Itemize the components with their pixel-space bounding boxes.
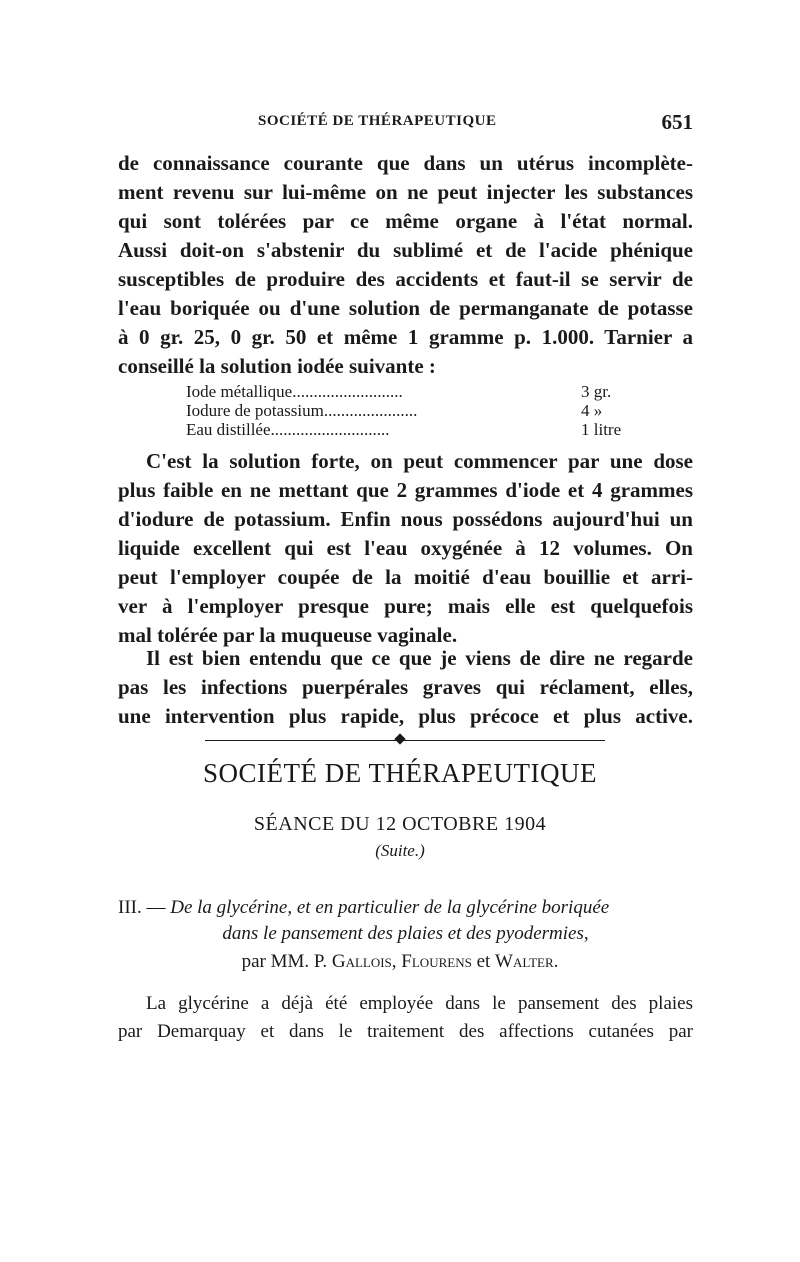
recipe-quantity: 3 gr. — [581, 382, 612, 401]
author-name: Flourens — [401, 951, 472, 972]
page-number: 651 — [661, 110, 693, 134]
session-heading: SÉANCE DU 12 OCTOBRE 1904 — [253, 813, 547, 835]
author-name: Gallois — [331, 951, 392, 972]
recipe-ingredient: Eau distillée............................ — [186, 420, 390, 439]
recipe-quantity: 1 litre — [581, 420, 622, 439]
article-title-line-1 — [118, 895, 693, 921]
text-line: liquide excellent qui est l'eau oxygénée à 12 volumes. On — [118, 536, 693, 560]
recipe-row — [186, 401, 656, 420]
text-line: ment revenu sur lui-même on ne peut injecter les substances — [118, 180, 693, 204]
paragraph-1 — [118, 149, 693, 381]
text-line: d'iodure de potassium. Enfin nous possédons aujourd'hui un — [118, 507, 693, 531]
text-line: Aussi doit-on s'abstenir du sublimé et de l'acide phénique — [118, 238, 693, 262]
text-line: peut l'employer coupée de la moitié d'eau bouillie et arri- — [118, 565, 693, 589]
paragraph-2 — [118, 447, 693, 650]
running-head-title: SOCIÉTÉ DE THÉRAPEUTIQUE — [258, 113, 497, 129]
author-name: Walter — [495, 951, 554, 972]
authors-end: . — [553, 951, 559, 972]
article-title-text: De la glycérine, et en particulier de la glycérine boriquée — [170, 897, 610, 918]
text-line: conseillé la solution iodée suivante : — [118, 354, 436, 378]
text-line: C'est la solution forte, on peut commencer par une dose — [146, 449, 693, 473]
divider-ornament — [394, 733, 405, 744]
authors-prefix: par MM. P. — [241, 951, 332, 972]
text-line: l'eau boriquée ou d'une solution de permanganate de potasse — [118, 296, 693, 320]
article-number: III. — — [118, 897, 171, 918]
text-line: Il est bien entendu que ce que je viens de dire ne regarde — [146, 646, 693, 670]
article-authors — [0, 951, 800, 973]
text-line: à 0 gr. 25, 0 gr. 50 et même 1 gramme p. 1.000. Tarnier a — [118, 325, 693, 349]
text-line: par Demarquay et dans le traitement des affections cutanées par — [118, 1021, 693, 1042]
text-line: pas les infections puerpérales graves qui réclament, elles, — [118, 675, 693, 699]
text-line: plus faible en ne mettant que 2 grammes d'iode et 4 grammes — [118, 478, 693, 502]
section-title: SOCIÉTÉ DE THÉRAPEUTIQUE — [203, 758, 597, 788]
recipe-row — [186, 420, 656, 439]
paragraph-4 — [118, 990, 693, 1046]
text-line: de connaissance courante que dans un utérus incomplète- — [118, 151, 693, 175]
text-line: susceptibles de produire des accidents et faut-il se servir de — [118, 267, 693, 291]
recipe-row — [186, 382, 656, 401]
text-line: qui sont tolérées par ce même organe à l'état normal. — [118, 209, 693, 233]
section-divider — [205, 740, 605, 741]
text-line: mal tolérée par la muqueuse vaginale. — [118, 623, 458, 647]
paragraph-3 — [118, 644, 693, 731]
author-conjunction: et — [471, 951, 496, 972]
running-head — [118, 110, 693, 135]
recipe-quantity: 4 » — [581, 401, 603, 420]
recipe-ingredient: Iodure de potassium...................... — [186, 401, 418, 420]
text-line: une intervention plus rapide, plus précoce et plus active. — [118, 704, 693, 728]
recipe-ingredient: Iode métallique.......................... — [186, 382, 403, 401]
session-continued: (Suite.) — [375, 841, 425, 860]
article-title-line-2: dans le pansement des plaies et des pyodermies, — [222, 923, 589, 944]
text-line: ver à l'employer presque pure; mais elle est quelquefois — [118, 594, 693, 618]
text-line: La glycérine a déjà été employée dans le pansement des plaies — [146, 993, 693, 1014]
iodine-recipe — [186, 382, 656, 439]
article-title — [118, 895, 693, 947]
author-separator: , — [391, 951, 402, 972]
